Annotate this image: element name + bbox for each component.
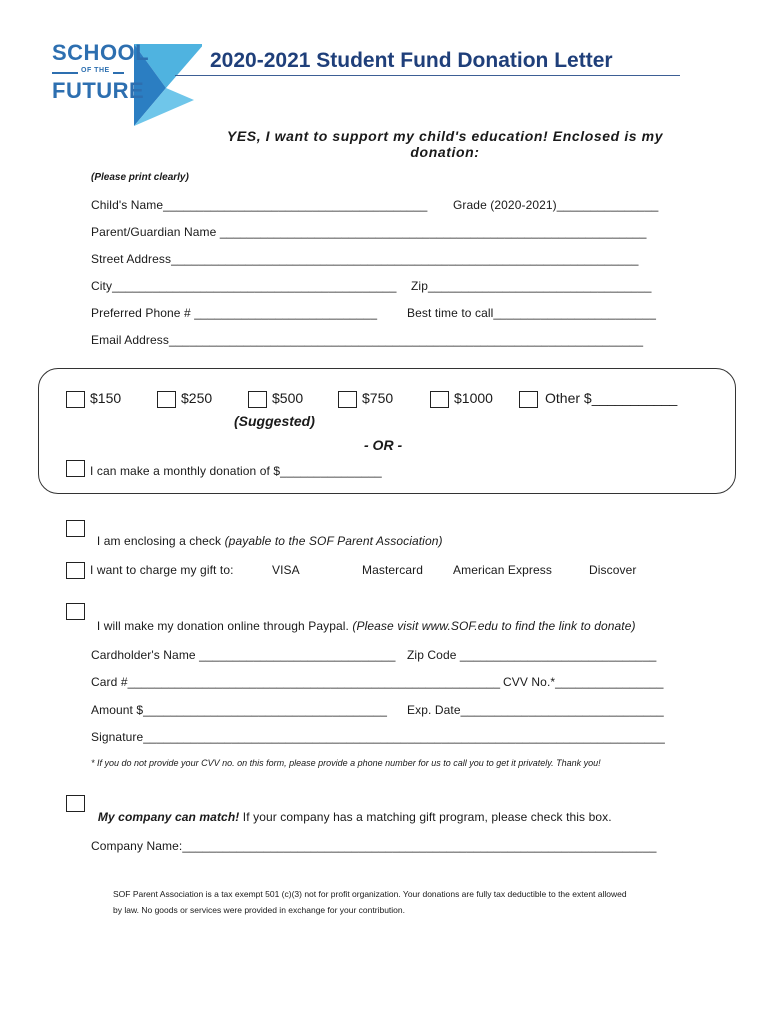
check-payment-note: (payable to the SOF Parent Association) <box>224 534 443 548</box>
monthly-donation-field[interactable]: I can make a monthly donation of $_______________ <box>90 464 382 478</box>
lead-line-1: YES, I want to support my child's education! Enclosed is my <box>226 128 664 144</box>
lead-text <box>200 128 690 160</box>
amount-150-checkbox[interactable] <box>66 391 85 408</box>
lead-line-2: donation: <box>410 144 480 160</box>
exp-date-field[interactable]: Exp. Date______________________________ <box>407 703 664 717</box>
footer-disclaimer <box>113 886 683 918</box>
card-option-visa[interactable]: VISA <box>272 563 300 577</box>
amount-250-checkbox[interactable] <box>157 391 176 408</box>
logo-school-text: SCHOOL <box>52 40 150 65</box>
footer-line-2: by law. No goods or services were provided in exchange for your contribution. <box>113 905 405 915</box>
footer-line-1: SOF Parent Association is a tax exempt 501 (c)(3) not for profit organization. Your donations are fully tax deductible to the extent allowed <box>113 889 627 899</box>
grade-field[interactable]: Grade (2020-2021)_______________ <box>453 198 659 212</box>
child-name-field[interactable]: Child's Name_______________________________________ <box>91 198 428 212</box>
email-field[interactable]: Email Address______________________________________________________________________ <box>91 333 644 347</box>
amount-field[interactable]: Amount $____________________________________ <box>91 703 388 717</box>
amount-500-label: $500 <box>272 390 304 406</box>
title-rule <box>175 75 680 76</box>
print-note: (Please print clearly) <box>91 172 189 183</box>
amount-500-checkbox[interactable] <box>248 391 267 408</box>
cvv-field[interactable]: CVV No.*________________ <box>503 675 664 689</box>
amount-other-field[interactable]: Other $___________ <box>545 390 678 406</box>
company-match-label <box>91 796 612 824</box>
amount-1000-checkbox[interactable] <box>430 391 449 408</box>
card-number-field[interactable]: Card #_______________________________________________________ <box>91 675 501 689</box>
phone-field[interactable]: Preferred Phone # ___________________________ <box>91 306 378 320</box>
amount-250-label: $250 <box>181 390 213 406</box>
logo-ofthe-text: OF THE <box>78 67 113 74</box>
company-match-checkbox[interactable] <box>66 795 85 812</box>
logo-future-text: FUTURE <box>52 78 145 103</box>
city-field[interactable]: City__________________________________________ <box>91 279 397 293</box>
or-divider-label: - OR - <box>364 437 403 453</box>
charge-card-checkbox[interactable] <box>66 562 85 579</box>
company-name-field[interactable]: Company Name:______________________________________________________________________ <box>91 839 657 853</box>
amount-750-label: $750 <box>362 390 394 406</box>
check-payment-label <box>90 520 443 548</box>
online-paypal-label <box>90 605 636 633</box>
online-paypal-text: I will make my donation online through Paypal. <box>96 619 353 633</box>
amount-150-label: $150 <box>90 390 122 406</box>
card-option-amex[interactable]: American Express <box>453 563 552 577</box>
cvv-note: * If you do not provide your CVV no. on this form, please provide a phone number for us to call you to get it privately. Thank you! <box>91 758 601 768</box>
check-payment-checkbox[interactable] <box>66 520 85 537</box>
street-address-field[interactable]: Street Address_____________________________________________________________________ <box>91 252 639 266</box>
amount-750-checkbox[interactable] <box>338 391 357 408</box>
amount-1000-label: $1000 <box>454 390 493 406</box>
card-zip-field[interactable]: Zip Code _____________________________ <box>407 648 657 662</box>
guardian-name-field[interactable]: Parent/Guardian Name _______________________________________________________________ <box>91 225 647 239</box>
school-logo <box>52 40 202 130</box>
company-match-text: If your company has a matching gift program, please check this box. <box>239 810 612 824</box>
card-option-discover[interactable]: Discover <box>589 563 637 577</box>
page-title: 2020-2021 Student Fund Donation Letter <box>210 49 613 72</box>
amount-other-checkbox[interactable] <box>519 391 538 408</box>
card-option-mastercard[interactable]: Mastercard <box>362 563 424 577</box>
best-time-field[interactable]: Best time to call________________________ <box>407 306 656 320</box>
online-paypal-checkbox[interactable] <box>66 603 85 620</box>
company-match-bold: My company can match! <box>97 810 240 824</box>
check-payment-text: I am enclosing a check <box>96 534 225 548</box>
online-paypal-note: (Please visit www.SOF.edu to find the link to donate) <box>352 619 636 633</box>
zip-field[interactable]: Zip_________________________________ <box>411 279 652 293</box>
monthly-donation-checkbox[interactable] <box>66 460 85 477</box>
suggested-label: (Suggested) <box>234 413 315 429</box>
charge-card-label: I want to charge my gift to: <box>90 563 234 577</box>
signature-field[interactable]: Signature_____________________________________________________________________________ <box>91 730 665 744</box>
cardholder-name-field[interactable]: Cardholder's Name _____________________________ <box>91 648 396 662</box>
